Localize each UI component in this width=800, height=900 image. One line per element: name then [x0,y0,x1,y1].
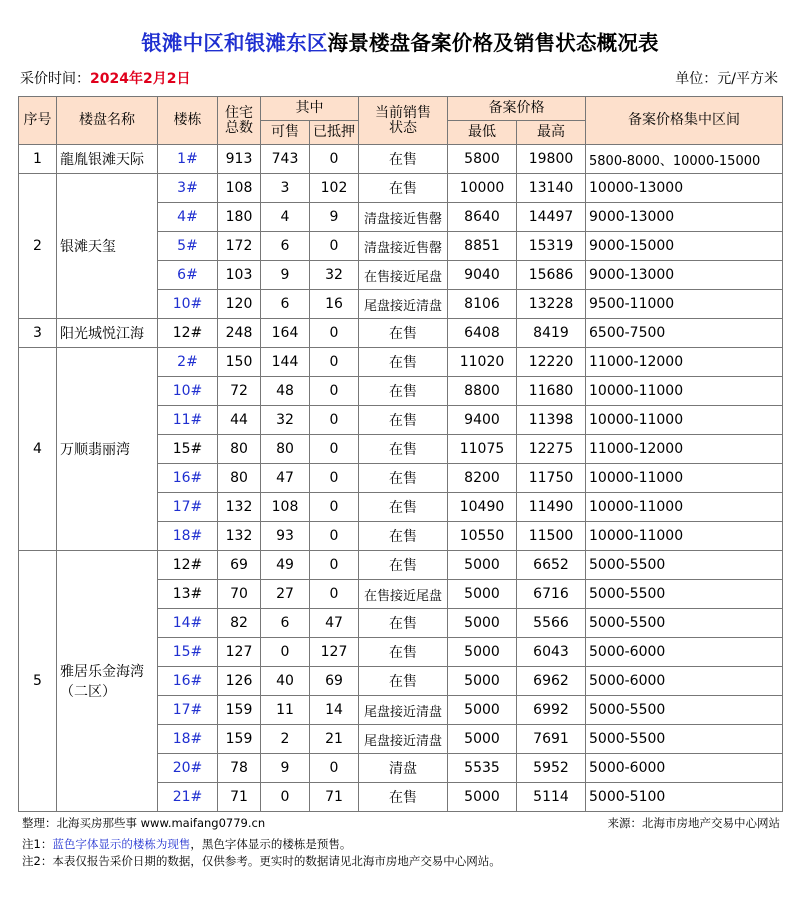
cell-price-range: 10000-11000 [586,377,783,406]
cell-price-range: 5000-5100 [586,783,783,812]
cell-price-min: 5000 [448,551,517,580]
cell-price-max: 11490 [517,493,586,522]
cell-price-range: 10000-11000 [586,522,783,551]
cell-sellable: 32 [261,406,310,435]
cell-price-min: 9040 [448,261,517,290]
cell-mortgaged: 32 [310,261,359,290]
cell-status: 在售 [359,609,448,638]
page-title [0,26,800,56]
cell-building: 2# [158,348,218,377]
header-total: 住宅 总数 [218,97,261,145]
cell-sellable: 4 [261,203,310,232]
cell-building: 20# [158,754,218,783]
cell-building: 17# [158,696,218,725]
cell-status: 尾盘接近清盘 [359,290,448,319]
cell-status: 在售 [359,406,448,435]
cell-mortgaged: 0 [310,435,359,464]
cell-status: 在售 [359,493,448,522]
cell-building: 6# [158,261,218,290]
cell-project-name: 万顺翡丽湾 [57,348,158,551]
cell-price-max: 14497 [517,203,586,232]
cell-price-min: 11075 [448,435,517,464]
cell-status: 在售接近尾盘 [359,580,448,609]
cell-price-range: 11000-12000 [586,348,783,377]
cell-price-range: 9500-11000 [586,290,783,319]
cell-status: 在售 [359,783,448,812]
cell-sellable: 0 [261,638,310,667]
cell-price-range: 10000-11000 [586,464,783,493]
cell-price-range: 5800-8000、10000-15000 [586,145,783,174]
cell-seq: 2 [19,174,57,319]
cell-total: 80 [218,464,261,493]
cell-mortgaged: 9 [310,203,359,232]
cell-price-range: 5000-5500 [586,609,783,638]
cell-total: 132 [218,522,261,551]
cell-status: 在售 [359,435,448,464]
header-status: 当前销售 状态 [359,97,448,145]
cell-status: 清盘接近售罄 [359,232,448,261]
cell-building: 16# [158,667,218,696]
price-date-value: 2024年2月2日 [90,71,191,87]
unit-label: 单位：元/平方米 [675,71,778,87]
cell-price-max: 6716 [517,580,586,609]
cell-total: 126 [218,667,261,696]
cell-building: 16# [158,464,218,493]
note-2: 注2：本表仅报告采价日期的数据，仅供参考。更实时的数据请见北海市房地产交易中心网站。 [22,854,501,868]
cell-building: 12# [158,319,218,348]
cell-mortgaged: 0 [310,377,359,406]
cell-price-range: 5000-5500 [586,551,783,580]
cell-total: 70 [218,580,261,609]
price-table [18,96,783,812]
cell-sellable: 2 [261,725,310,754]
cell-price-min: 8200 [448,464,517,493]
cell-status: 在售 [359,522,448,551]
title-part-2: 海景楼盘备案价格及销售状态概况表 [327,31,659,55]
cell-price-range: 10000-11000 [586,493,783,522]
cell-total: 72 [218,377,261,406]
cell-mortgaged: 0 [310,319,359,348]
cell-sellable: 40 [261,667,310,696]
header-min: 最低 [448,121,517,145]
cell-status: 尾盘接近清盘 [359,725,448,754]
cell-mortgaged: 0 [310,493,359,522]
cell-project-name: 银滩天玺 [57,174,158,319]
table-row [19,319,783,348]
cell-total: 159 [218,725,261,754]
cell-price-range: 9000-13000 [586,203,783,232]
cell-price-max: 11750 [517,464,586,493]
cell-building: 12# [158,551,218,580]
cell-price-max: 6962 [517,667,586,696]
cell-sellable: 743 [261,145,310,174]
cell-total: 120 [218,290,261,319]
cell-status: 在售 [359,377,448,406]
cell-total: 248 [218,319,261,348]
cell-building: 4# [158,203,218,232]
cell-price-max: 15319 [517,232,586,261]
cell-total: 103 [218,261,261,290]
cell-sellable: 93 [261,522,310,551]
cell-mortgaged: 0 [310,145,359,174]
cell-sellable: 0 [261,783,310,812]
cell-building: 15# [158,435,218,464]
cell-sellable: 6 [261,290,310,319]
cell-sellable: 49 [261,551,310,580]
cell-status: 在售 [359,638,448,667]
cell-sellable: 108 [261,493,310,522]
cell-total: 69 [218,551,261,580]
cell-total: 44 [218,406,261,435]
cell-mortgaged: 0 [310,348,359,377]
cell-price-min: 10550 [448,522,517,551]
cell-total: 82 [218,609,261,638]
header-range: 备案价格集中区间 [586,97,783,145]
cell-sellable: 47 [261,464,310,493]
cell-mortgaged: 0 [310,580,359,609]
cell-price-max: 6043 [517,638,586,667]
cell-mortgaged: 0 [310,464,359,493]
cell-sellable: 80 [261,435,310,464]
cell-price-max: 12220 [517,348,586,377]
cell-mortgaged: 14 [310,696,359,725]
header-building: 楼栋 [158,97,218,145]
cell-price-range: 5000-5500 [586,725,783,754]
cell-price-min: 5000 [448,580,517,609]
header-among: 其中 [261,97,359,121]
cell-mortgaged: 47 [310,609,359,638]
cell-price-min: 9400 [448,406,517,435]
cell-building: 5# [158,232,218,261]
cell-price-min: 8640 [448,203,517,232]
cell-price-min: 5800 [448,145,517,174]
header-max: 最高 [517,121,586,145]
cell-building: 14# [158,609,218,638]
cell-seq: 1 [19,145,57,174]
cell-price-min: 8851 [448,232,517,261]
cell-total: 913 [218,145,261,174]
cell-price-max: 8419 [517,319,586,348]
cell-sellable: 11 [261,696,310,725]
cell-price-min: 10000 [448,174,517,203]
cell-price-range: 9000-13000 [586,261,783,290]
cell-price-max: 11500 [517,522,586,551]
cell-price-range: 11000-12000 [586,435,783,464]
cell-mortgaged: 0 [310,232,359,261]
cell-mortgaged: 16 [310,290,359,319]
cell-price-max: 13228 [517,290,586,319]
cell-sellable: 3 [261,174,310,203]
table-row [19,348,783,377]
note-1: 注1：蓝色字体显示的楼栋为现售，黑色字体显示的楼栋是预售。 [22,837,352,851]
cell-total: 180 [218,203,261,232]
cell-building: 10# [158,377,218,406]
cell-price-max: 6652 [517,551,586,580]
cell-building: 10# [158,290,218,319]
cell-price-range: 9000-15000 [586,232,783,261]
cell-price-range: 5000-5500 [586,580,783,609]
cell-building: 13# [158,580,218,609]
cell-building: 18# [158,522,218,551]
cell-price-max: 11680 [517,377,586,406]
cell-building: 1# [158,145,218,174]
cell-status: 在售 [359,174,448,203]
cell-price-min: 5000 [448,667,517,696]
cell-price-min: 5000 [448,696,517,725]
cell-status: 清盘 [359,754,448,783]
cell-price-max: 12275 [517,435,586,464]
cell-total: 159 [218,696,261,725]
header-sellable: 可售 [261,121,310,145]
cell-project-name: 阳光城悦江海 [57,319,158,348]
cell-sellable: 9 [261,261,310,290]
cell-seq: 3 [19,319,57,348]
table-row [19,145,783,174]
cell-project-name: 龍胤银滩天际 [57,145,158,174]
cell-price-max: 15686 [517,261,586,290]
cell-mortgaged: 0 [310,522,359,551]
cell-total: 150 [218,348,261,377]
cell-sellable: 164 [261,319,310,348]
cell-price-range: 6500-7500 [586,319,783,348]
cell-building: 3# [158,174,218,203]
cell-status: 在售 [359,319,448,348]
cell-price-min: 6408 [448,319,517,348]
cell-status: 在售 [359,348,448,377]
cell-mortgaged: 69 [310,667,359,696]
cell-price-min: 8800 [448,377,517,406]
cell-building: 17# [158,493,218,522]
cell-sellable: 6 [261,609,310,638]
cell-price-max: 5952 [517,754,586,783]
cell-status: 在售接近尾盘 [359,261,448,290]
cell-price-max: 13140 [517,174,586,203]
cell-project-name: 雅居乐金海湾 （二区） [57,551,158,812]
data-source: 来源：北海市房地产交易中心网站 [607,816,780,830]
cell-total: 127 [218,638,261,667]
title-part-1: 银滩中区和银滩东区 [141,31,328,55]
cell-price-range: 5000-6000 [586,638,783,667]
compiled-by: 整理：北海买房那些事 www.maifang0779.cn [22,816,266,830]
cell-price-min: 11020 [448,348,517,377]
cell-price-min: 5000 [448,638,517,667]
cell-price-min: 5000 [448,725,517,754]
price-date [20,68,190,88]
cell-price-min: 5000 [448,783,517,812]
cell-price-max: 5114 [517,783,586,812]
cell-mortgaged: 71 [310,783,359,812]
cell-price-min: 5535 [448,754,517,783]
cell-price-range: 10000-13000 [586,174,783,203]
cell-price-min: 5000 [448,609,517,638]
price-date-label: 采价时间： [20,71,90,87]
header-name: 楼盘名称 [57,97,158,145]
cell-mortgaged: 0 [310,406,359,435]
cell-mortgaged: 102 [310,174,359,203]
cell-total: 172 [218,232,261,261]
cell-status: 清盘接近售罄 [359,203,448,232]
cell-building: 18# [158,725,218,754]
cell-sellable: 27 [261,580,310,609]
cell-mortgaged: 21 [310,725,359,754]
cell-price-max: 19800 [517,145,586,174]
cell-sellable: 48 [261,377,310,406]
cell-sellable: 144 [261,348,310,377]
cell-price-min: 8106 [448,290,517,319]
cell-status: 在售 [359,464,448,493]
cell-price-max: 5566 [517,609,586,638]
cell-total: 108 [218,174,261,203]
cell-sellable: 6 [261,232,310,261]
cell-seq: 4 [19,348,57,551]
cell-total: 71 [218,783,261,812]
header-price: 备案价格 [448,97,586,121]
header-seq: 序号 [19,97,57,145]
cell-price-min: 10490 [448,493,517,522]
cell-seq: 5 [19,551,57,812]
cell-status: 尾盘接近清盘 [359,696,448,725]
table-row [19,174,783,203]
cell-price-range: 5000-6000 [586,754,783,783]
table-row [19,551,783,580]
cell-total: 78 [218,754,261,783]
cell-price-range: 5000-6000 [586,667,783,696]
cell-sellable: 9 [261,754,310,783]
cell-total: 80 [218,435,261,464]
cell-status: 在售 [359,551,448,580]
cell-price-range: 10000-11000 [586,406,783,435]
cell-total: 132 [218,493,261,522]
cell-price-max: 11398 [517,406,586,435]
cell-status: 在售 [359,667,448,696]
cell-building: 15# [158,638,218,667]
cell-mortgaged: 0 [310,754,359,783]
cell-price-max: 7691 [517,725,586,754]
cell-price-range: 5000-5500 [586,696,783,725]
cell-building: 11# [158,406,218,435]
header-mortgaged: 已抵押 [310,121,359,145]
cell-mortgaged: 127 [310,638,359,667]
cell-price-max: 6992 [517,696,586,725]
cell-building: 21# [158,783,218,812]
cell-status: 在售 [359,145,448,174]
cell-mortgaged: 0 [310,551,359,580]
